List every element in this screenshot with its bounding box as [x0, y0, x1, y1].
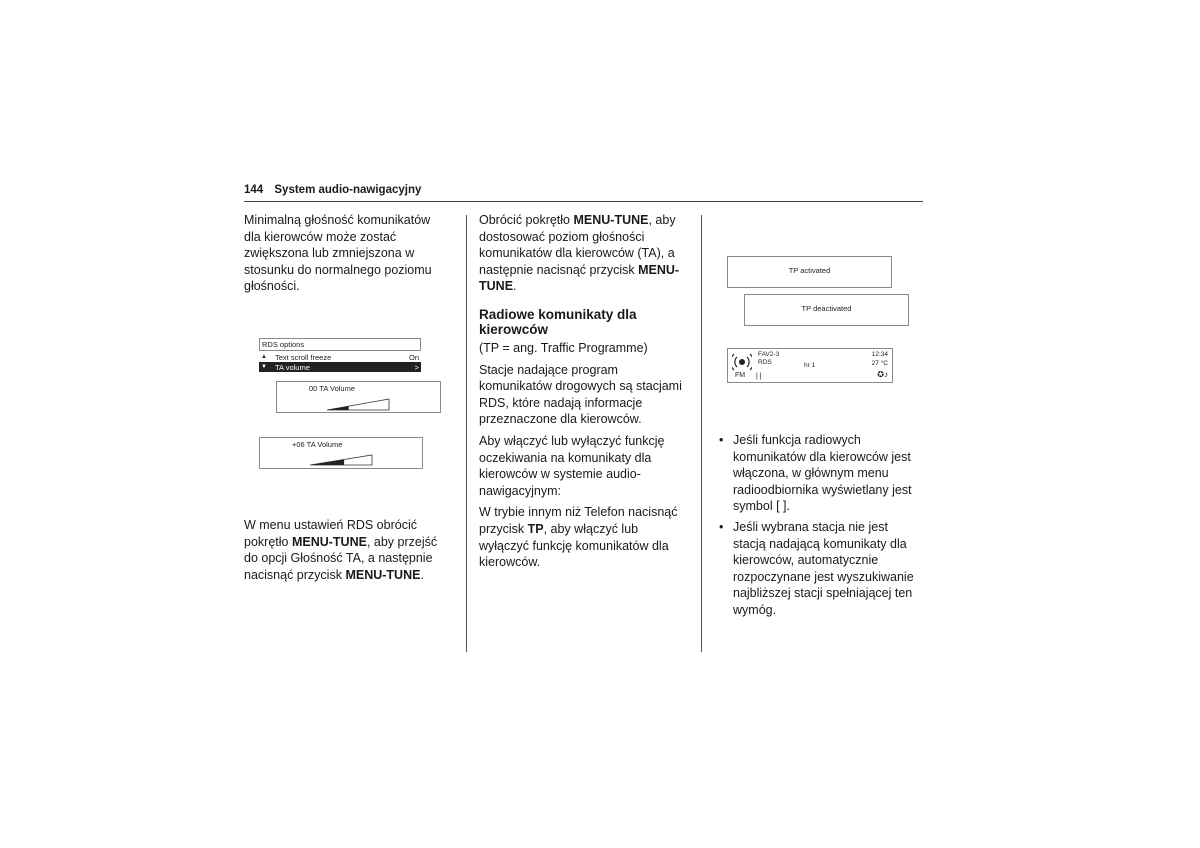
header-rule: [244, 201, 923, 202]
col2-paragraph-1: Obrócić pokrętło MENU-TUNE, aby dostosować poziom głośności komunikatów dla kierowców (TA), a następnie nacisnąć przycisk MENU-TUNE.: [479, 213, 680, 294]
rds-row-label: Text scroll freeze: [275, 352, 332, 362]
fm-time: 12:34: [871, 351, 888, 358]
col2-paragraph-2: (TP = ang. Traffic Programme): [479, 340, 648, 355]
column-1: [244, 212, 449, 300]
antenna-icon: [732, 352, 752, 372]
bullet-list: [718, 432, 923, 619]
section-heading: Radiowe komunikaty dla kierowców: [479, 306, 637, 337]
ta-volume-label: 00 TA Volume: [309, 384, 356, 393]
rds-row-text-scroll: [259, 352, 421, 362]
ta-volume-label: +06 TA Volume: [292, 440, 343, 449]
column-divider-1: [466, 215, 467, 652]
page-header: [244, 184, 421, 196]
volume-wedge-2: [260, 438, 422, 468]
fm-band-label: FM: [735, 372, 746, 379]
fm-rds: RDS: [758, 359, 772, 366]
fm-station: hr 1: [804, 362, 816, 369]
arrow-down-icon: ▼: [261, 364, 267, 370]
arrow-up-icon: ▲: [261, 354, 267, 360]
section-title: System audio-nawigacyjny: [274, 184, 422, 196]
col2-paragraph-3: Stacje nadające program komunikatów drogowych są stacjami RDS, które nadają informacje przeznaczone dla kierowców.: [479, 362, 682, 427]
rds-row-value: >: [414, 362, 419, 372]
page-number: 144: [244, 184, 264, 196]
col2-paragraph-5: W trybie innym niż Telefon nacisnąć przycisk TP, aby włączyć lub wyłączyć funkcję komunikatów dla kierowców.: [479, 505, 678, 570]
col1-paragraph-2: W menu ustawień RDS obrócić pokrętło MENU-TUNE, aby przejść do opcji Głośność TA, a następnie nacisnąć przycisk MENU-TUNE.: [244, 518, 438, 582]
ta-volume-screen-2: [259, 437, 423, 469]
col2-paragraph-4: Aby włączyć lub wyłączyć funkcję oczekiwania na komunikaty dla kierowców w systemie audio-nawigacyjnym:: [479, 433, 665, 498]
fm-preset: FAV2-3: [758, 351, 780, 358]
bullet-item-2: • Jeśli wybrana stacja nie jest stacją nadającą komunikaty dla kierowców, automatycznie rozpoczynane jest wyszukiwanie najbliższej stacji spełniającej ten wymóg.: [718, 519, 923, 619]
column-divider-2: [701, 215, 702, 652]
fm-radio-screen: [727, 348, 893, 383]
tp-activated-text: TP activated: [788, 266, 831, 275]
tp-deactivated-text: TP deactivated: [801, 304, 852, 313]
rds-row-value: On: [408, 352, 419, 362]
col1-paragraph-1: Minimalną głośność komunikatów dla kierowców może zostać zwiększona lub zmniejszona w stosunku do normalnego poziomu głośności.: [244, 213, 432, 294]
column-1-lower: [244, 517, 449, 588]
fm-temperature: 27 °C: [871, 360, 888, 367]
volume-wedge-1: [277, 382, 440, 412]
column-2: [479, 212, 689, 576]
tp-activated-screen: [727, 256, 892, 288]
rds-row-ta-volume: [259, 362, 421, 372]
cd-note-icon: ✪♪: [877, 370, 888, 379]
column-3: [718, 432, 923, 623]
rds-row-label: TA volume: [275, 362, 310, 372]
rds-options-screen: [259, 338, 421, 372]
tp-deactivated-screen: [744, 294, 909, 326]
ta-volume-screen-1: [276, 381, 441, 413]
signal-bars-icon: | |: [756, 373, 762, 380]
rds-options-title: RDS options: [259, 338, 421, 351]
bullet-item-1: • Jeśli funkcja radiowych komunikatów dla kierowców jest włączona, w głównym menu radioodbiornika wyświetlany jest symbol [ ].: [718, 432, 923, 515]
